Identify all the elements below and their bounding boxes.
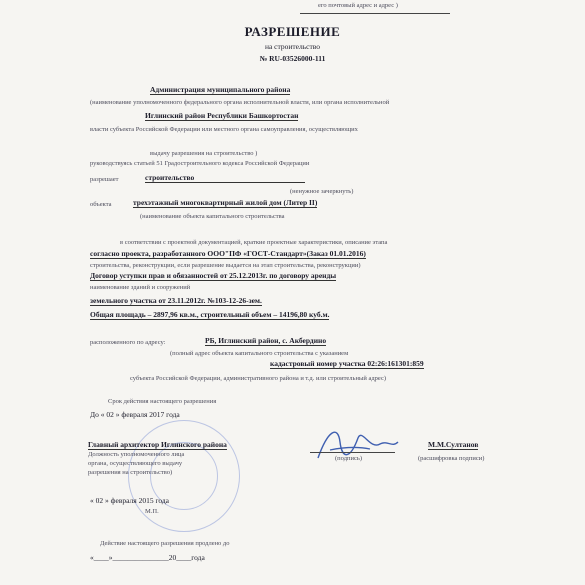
validity-until: До « 02 » февраля 2017 года [90,410,180,419]
document-title: РАЗРЕШЕНИЕ [244,24,341,39]
project-line-3: земельного участка от 23.11.2012г. №103-12-26-зем. [90,296,262,305]
project-line-2-note: наименование зданий и сооружений [90,284,191,291]
permit-number: № RU-03526000-111 [259,54,326,63]
issuer-name: Администрация муниципального района [150,85,291,94]
issuer-region: Иглинский район Республики Башкортостан [145,111,299,120]
object-name: трехэтажный многоквартирный жилой дом (Литер II) [133,198,318,207]
position-note-3: разрешения на строительство) [88,469,173,476]
signature-note: (подпись) [335,455,362,462]
signature-date: « 02 » февраля 2015 года [90,496,170,505]
allows-label: разрешает [90,176,119,183]
issuer-desc-2: власти субъекта Российской Федерации или местного органа самоуправления, осуществляющих [90,126,358,133]
project-line-4: Общая площадь – 2897,96 кв.м., строительный объем – 14196,80 куб.м. [90,310,330,319]
object-label: объекта [90,201,112,208]
issuer-desc-1: (наименование уполномоченного федерального органа исполнительной власти, или органа исполнительной [90,99,390,106]
stamp-place: М.П. [145,508,159,515]
signatory-name: М.М.Султанов [428,440,479,449]
project-intro: в соответствии с проектной документацией, краткие проектные характеристики, описание этапа [120,239,388,246]
validity-label: Срок действия настоящего разрешения [108,398,217,405]
top-note: его почтовый адрес и адрес ) [318,2,398,9]
document-subtitle: на строительство [264,42,321,51]
name-note: (расшифровка подписи) [418,455,485,462]
address-label: расположенного по адресу: [90,339,166,346]
position-note-1: Должность уполномоченного лица [88,451,185,458]
issuer-desc-3: выдачу разрешения на строительство ) [150,150,258,157]
signatory-position: Главный архитектор Иглинского района [88,440,227,449]
extension-blank: «____»_______________20____года [90,553,205,562]
address-value: РБ, Иглинский район, с. Акбердино [205,336,327,345]
extension-label: Действие настоящего разрешения продлено до [100,540,230,547]
object-note: (наименование объекта капитального строительства [140,213,285,220]
project-line-1-note: строительства, реконструкции, если разрешение выдается на этап строительства, реконструкции) [90,262,361,269]
work-type: строительство [145,173,305,183]
top-rule [300,13,450,14]
work-type-note: (ненужное зачеркнуть) [290,188,354,195]
project-line-2: Договор уступки прав и обязанностей от 25.12.2013г. по договору аренды [90,271,337,280]
address-note-2: субъекта Российской Федерации, административного района и т.д. или строительный адрес) [130,375,386,382]
guided-by-text: руководствуясь статьей 51 Градостроительного кодекса Российской Федерации [90,160,310,167]
project-line-1: согласно проекта, разработанного ООО"ПФ «ГОСТ-Стандарт»(Заказ 01.01.2016) [90,249,366,258]
position-note-2: органа, осуществляющего выдачу [88,460,183,467]
address-note: (полный адрес объекта капитального строительства с указанием [170,350,349,357]
signature-line [310,452,395,453]
cadastral-number: кадастровый номер участка 02:26:161301:859 [270,359,424,368]
